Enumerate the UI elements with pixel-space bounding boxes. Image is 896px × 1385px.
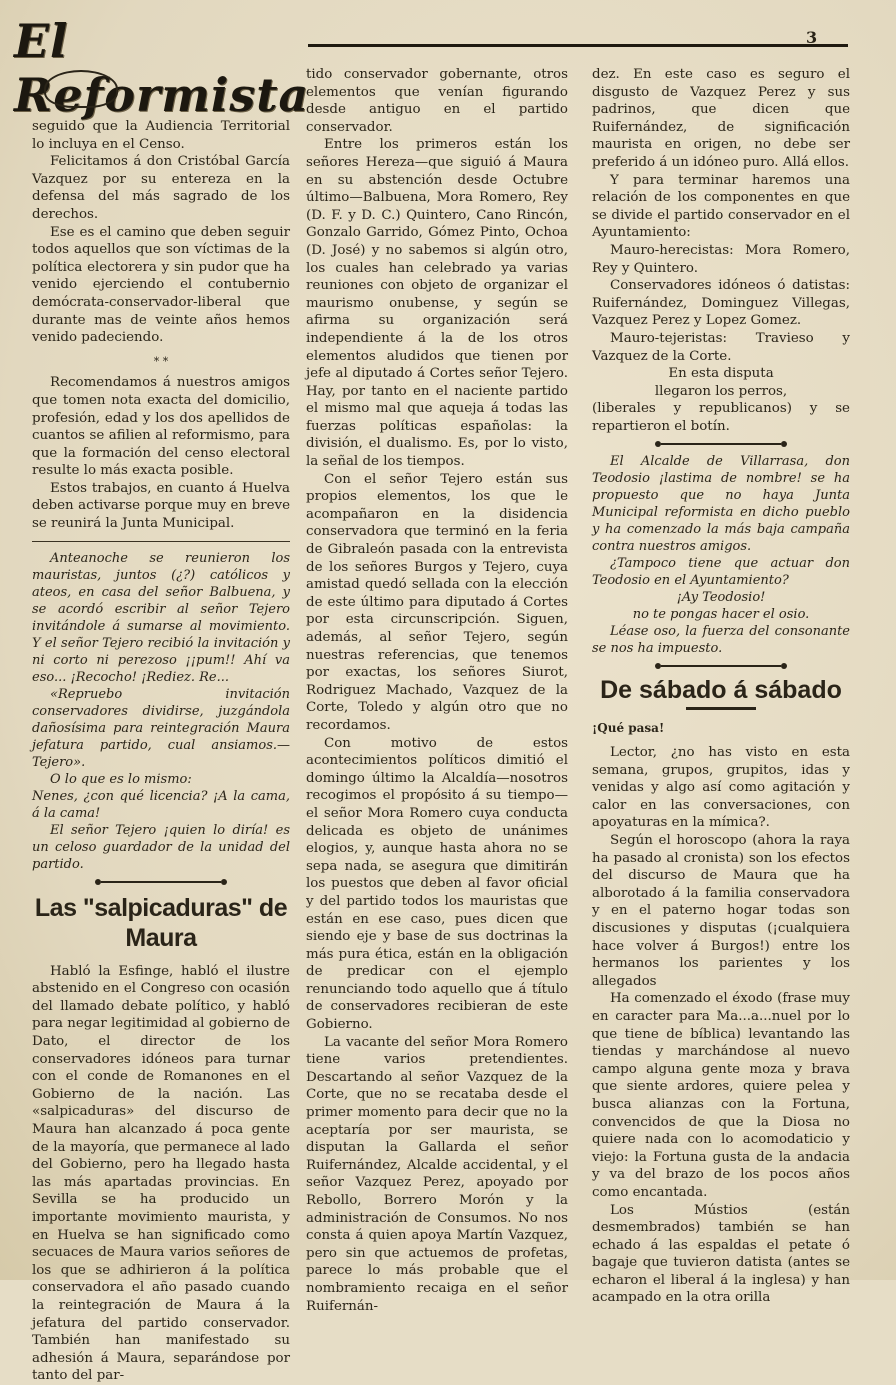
paragraph: tido conservador gobernante, otros elementos que venían figurando desde antiguo en el partido conservador. <box>306 67 568 135</box>
paragraph: seguido que la Audiencia Territorial lo incluya en el Censo. <box>32 119 290 152</box>
paragraph: Estos trabajos, en cuanto á Huelva deben activarse porque muy en breve se reunirá la Junta Municipal. <box>32 480 290 532</box>
headline-rule <box>686 707 756 710</box>
page-number: 3 <box>806 28 818 47</box>
paragraph: Habló la Esfinge, habló el ilustre abstenido en el Congreso con ocasión del llamado debate político, y habló para negar legitimidad al gobierno de Dato, el director de los conservadores idóneos para turnar con el conde de Romanones en el Gobierno de la nación. Las «salpicaduras» del discurso de Maura han alcanzado á poca gente de la mayoría, que permanece al lado del Gobierno, pero ha llegado hasta las más apartadas provincias. En Sevilla se ha producido un importante movimiento maurista, y en Huelva se han significado como secuaces de Maura varios señores de los que se adhirieron á la política conservadora el año pasado cuando la reintegración de Maura á la jefatura del partido conservador. También han manifestado su adhesión á Maura, separándose por tanto del par- <box>32 963 290 1384</box>
paragraph: Los Mústios (están desmembrados) también se han echado á las espaldas el petate ó bagaje que tuvieron datista (antes se echaron el liberal á la inglesa) y han acampado en la otra orilla <box>592 1202 850 1306</box>
column-1 <box>32 118 290 1385</box>
divider <box>32 541 290 542</box>
paragraph: (liberales y republicanos) y se repartieron el botín. <box>592 401 850 434</box>
paragraph: Mauro-tejeristas: Travieso y Vazquez de la Corte. <box>592 330 850 364</box>
column-2 <box>306 66 568 1315</box>
paragraph: Lector, ¿no has visto en esta semana, grupos, grupitos, idas y venidas y algo así como agitación y calor en las conversaciones, con apoyaturas en la mímica?. <box>592 745 850 831</box>
article-headline: De sábado á sábado <box>600 676 842 705</box>
paragraph: Ha comenzado el éxodo (frase muy en caracter para Ma...a...nuel por lo que tiene de bíblica) levantando las tiendas y marchándose al nuevo campo alguna gente moza y brava que siente ardores, quiere pelea y busca alianzas con la Fortuna, convencidos de que la Diosa no quiere nada con lo acomodaticio y viejo: la Fortuna gusta de la andacia y va del brazo de los pocos años como encantada. <box>592 991 850 1200</box>
paragraph: Felicitamos á don Cristóbal García Vazquez por su entereza en la defensa del más sagrado de los derechos. <box>32 154 290 222</box>
italic-note: El Alcalde de Villarrasa, don Teodosio ¡lastima de nombre! se ha propuesto que no haya Junta Municipal reformista en dicho pueblo y ha comenzado la más baja campaña contra nuestros amigos. <box>592 454 850 555</box>
section-kicker: ¡Qué pasa! <box>592 721 665 736</box>
paragraph: Con el señor Tejero están sus propios elementos, los que le acompañaron en la disidencia conservadora que terminó en la feria de Gibraleón pasada con la entrevista de los señores Burgos y Tejero, cuya amistad quedó sellada con la elección de este último para diputado á Cortes por esta circunscripción. Siguen, además, al señor Tejero, según nuestras referencias, que tenemos por exactas, los señores Siurot, Rodriguez Machado, Vazquez de la Corte, Toledo y algún otro que no recordamos. <box>306 471 568 733</box>
paragraph: Ese es el camino que deben seguir todos aquellos que son víctimas de la política electorera y sin pudor que ha venido ejerciendo el contubernio demócrata-conservador-liberal que durante mas de veinte años hemos venido padeciendo. <box>32 224 290 346</box>
column-3 <box>592 66 850 1307</box>
paragraph: Y para terminar haremos una relación de los componentes en que se divide el partido conservador en el Ayuntamiento: <box>592 172 850 241</box>
paragraph: Según el horoscopo (ahora la raya ha pasado al cronista) son los efectos del discurso de Maura que ha alborotado á la familia conservadora y en el paterno hogar todas son discusiones y disputas (¡cualquiera hace volver á Burgos!) entre los hermanos los parientes y los allegados <box>592 833 850 989</box>
verse-line: llegaron los perros, <box>654 383 788 399</box>
paragraph: Entre los primeros están los señores Hereza—que siguió á Maura en su abstención desde Octubre último—Balbuena, Mora Romero, Rey (D. F. y D. C.) Quintero, Cano Rincón, Gonzalo Garrido, Gómez Pinto, Ochoa (D. José) y no sabemos si algún otro, los cuales han celebrado ya varias reuniones con objeto de organizar el maurismo onubense, y según se afirma su organización será independiente á la de los otros elementos aludidos que tienen por jefe al diputado á Cortes señor Tejero. Hay, por tanto en el naciente partido el mismo mal que aqueja á todas las fuerzas políticas españolas: la división, el dualismo. Es, por lo visto, la señal de los tiempos. <box>306 137 568 470</box>
italic-note: no te pongas hacer el osio. <box>632 607 810 623</box>
italic-note: ¡Ay Teodosio! <box>676 590 766 606</box>
paragraph: Mauro-herecistas: Mora Romero, Rey y Quintero. <box>592 242 850 276</box>
italic-note: O lo que es lo mismo: <box>50 771 192 787</box>
masthead-seal-icon <box>44 70 118 108</box>
italic-note: ¿Tampoco tiene que actuar don Teodosio en el Ayuntamiento? <box>592 556 850 589</box>
ornament-divider <box>661 665 781 667</box>
paragraph: La vacante del señor Mora Romero tiene varios pretendientes. Descartando al señor Vazquez de la Corte, que no se recataba desde el primer momento para decir que no la aceptaría por ser maurista, se disputan la Gallarda el señor Ruifernández, Alcalde accidental, y el señor Vazquez Perez, apoyado por Rebollo, Borrero Morón y la administración de Consumos. No nos consta á quien apoya Martín Vazquez, pero sin que actuemos de profetas, parece lo más probable que el nombramiento recaiga en el señor Ruifernán- <box>306 1034 568 1314</box>
italic-note: Léase oso, la fuerza del consonante se nos ha impuesto. <box>592 624 850 657</box>
paragraph: Conservadores idóneos ó datistas: Ruifernández, Dominguez Villegas, Vazquez Perez y Lopez Gomez. <box>592 278 850 329</box>
header-rule <box>308 44 848 47</box>
italic-note: «Repruebo invitación conservadores dividirse, juzgándola dañosísima para reintegración Maura jefatura partido, cual ansiamos.—Tejero». <box>32 686 290 770</box>
italic-note: Anteanoche se reunieron los mauristas, juntos (¿?) católicos y ateos, en casa del señor Balbuena, y se acordó escribir al señor Tejero invitándole á sumarse al movimiento. Y el señor Tejero recibió la invitación y ni corto ni perezoso ¡¡pum!! Ahí va eso... ¡Recocho! ¡Rediez. Re... <box>32 550 290 685</box>
paragraph: Recomendamos á nuestros amigos que tomen nota exacta del domicilio, profesión, edad y los dos apellidos de cuantos se afilien al reformismo, para que la formación del censo electoral resulte lo más exacta posible. <box>32 375 290 479</box>
ornament-divider <box>101 881 221 883</box>
italic-note: El señor Tejero ¡quien lo diría! es un celoso guardador de la unidad del partido. <box>32 822 290 872</box>
masthead-logo: El Reformista <box>14 14 310 122</box>
italic-note: Nenes, ¿con qué licencia? ¡A la cama, á la cama! <box>32 788 290 821</box>
paragraph: dez. En este caso es seguro el disgusto de Vazquez Perez y sus padrinos, que dicen que Ruifernández, de significación maurista en origen, no debe ser preferido á un idóneo puro. Allá ellos. <box>592 67 850 170</box>
masthead <box>14 4 310 122</box>
verse-line: En esta disputa <box>668 366 774 382</box>
article-headline: Las "salpicaduras" de Maura <box>34 893 288 952</box>
ornament-divider <box>661 443 781 445</box>
paragraph: Con motivo de estos acontecimientos políticos dimitió el domingo último la Alcaldía—nosotros recogimos el propósito á su tiempo—el señor Mora Romero cuya conducta delicada es objeto de unánimes elogios, y, aunque hasta ahora no se sepa nada, se asegura que dimitirán los puestos que deben al favor oficial y del partido todos los mauristas que están en ese caso, pues dicen que siendo eje y base de sus doctrinas la más pura ética, están en la obligación de predicar con el ejemplo renunciando todo aquello que á título de conservadores recibieran de este Gobierno. <box>306 735 568 1033</box>
section-stars: * * <box>153 354 169 368</box>
